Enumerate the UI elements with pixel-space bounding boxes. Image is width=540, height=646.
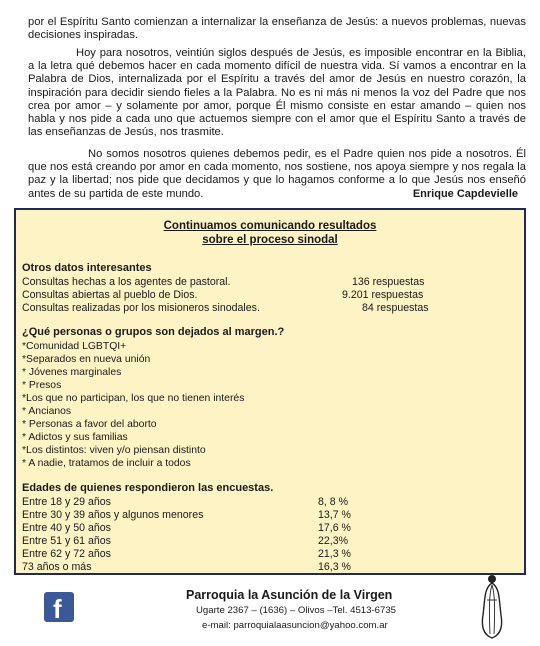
facebook-icon[interactable]: f [44,592,74,622]
stat-value: 9.201 respuestas [342,289,424,301]
stat-value: 84 respuestas [362,302,429,314]
stat-label: Consultas hechas a los agentes de pastoral. [22,276,231,288]
age-label: Entre 40 y 50 años [22,522,111,534]
age-label: Entre 51 y 61 años [22,535,111,547]
group-item: *Los distintos: viven y/o piensan distinto [22,445,206,456]
stat-label: Consultas abiertas al pueblo de Dios. [22,289,198,301]
age-label: Entre 18 y 29 años [22,496,111,508]
section-marginalized: ¿Qué personas o grupos son dejados al margen.? [22,326,285,338]
parish-name: Parroquia la Asunción de la Virgen [186,588,393,602]
age-row [22,522,442,535]
paragraph-father [28,148,526,201]
age-row [22,535,442,548]
paragraph-bible: Hoy para nosotros, veintiún siglos después de Jesús, es imposible encontrar en la Biblia, a la letra qué debemos hacer en cada momento difícil de nuestra vida. Sí vamos a encontrar en la Palabra de Dios, internalizada por el Espíritu a través del amor de Jesús en nuestro corazón, la inspiración para decidir siendo fieles a la Palabra. No es ni más ni menos la voz del Padre que nos crea por amor – y solamente por amor, porque Él mismo consiste en estar amando – quien nos habla y nos pide a cada uno que actuemos siempre con el amor que el Espíritu Santo a través de las enseñanzas de Jesús, nos trasmite. [28,47,526,139]
age-row [22,509,442,522]
age-label: 73 años o más [22,561,92,573]
section-ages: Edades de quienes respondieron las encuestas. [22,482,274,494]
stat-value: 136 respuestas [352,276,425,288]
age-row [22,548,442,561]
parish-email: e-mail: parroquialaasuncion@yahoo.com.ar [202,620,388,631]
age-value: 22,3% [318,535,349,547]
age-row [22,561,442,574]
group-item: * Personas a favor del aborto [22,419,157,430]
sinodal-results-box [14,208,526,575]
box-title-line2: sobre el proceso sinodal [202,234,338,246]
stat-row [22,302,442,315]
group-item: *Separados en nueva unión [22,354,151,365]
group-item: *Comunidad LGBTQI+ [22,341,127,352]
paragraph-father-text: No somos nosotros quienes debemos pedir, es el Padre quien nos pide a nosotros. Él que nos está creando por amor en cada momento, nos sostiene, nos apoya siempre y nos regala la paz y la libertad; nos pide que decidamos y que lo hagamos conforme a lo que Jesús nos enseñó antes de su partida de este mundo. [28,148,526,200]
age-value: 8, 8 % [318,496,349,508]
paragraph-intro: por el Espíritu Santo comienzan a internalizar la enseñanza de Jesús: a nuevos problemas, nuevas decisiones inspiradas. [28,16,526,42]
age-label: Entre 62 y 72 años [22,548,111,560]
group-item: * Jóvenes marginales [22,367,122,378]
stat-row [22,276,442,289]
age-value: 13,7 % [318,509,351,521]
group-item: *Los que no participan, los que no tienen interés [22,393,245,404]
group-item: * Adictos y sus familias [22,432,128,443]
age-value: 21,3 % [318,548,351,560]
virgin-mary-figure-icon [472,570,512,640]
author-signature: Enrique Capdevielle [412,187,518,200]
age-value: 17,6 % [318,522,351,534]
group-item: * Presos [22,380,62,391]
age-value: 16,3 % [318,561,351,573]
section-other-data: Otros datos interesantes [22,262,152,274]
stat-row [22,289,442,302]
parish-address: Ugarte 2367 – (1636) – Olivos –Tel. 4513-6735 [196,605,396,616]
age-row [22,496,442,509]
box-title-line1: Continuamos comunicando resultados [163,220,377,232]
group-item: * A nadie, tratamos de incluir a todos [22,458,191,469]
group-item: * Ancianos [22,406,72,417]
stat-label: Consultas realizadas por los misioneros sinodales. [22,302,260,314]
age-label: Entre 30 y 39 años y algunos menores [22,509,204,521]
